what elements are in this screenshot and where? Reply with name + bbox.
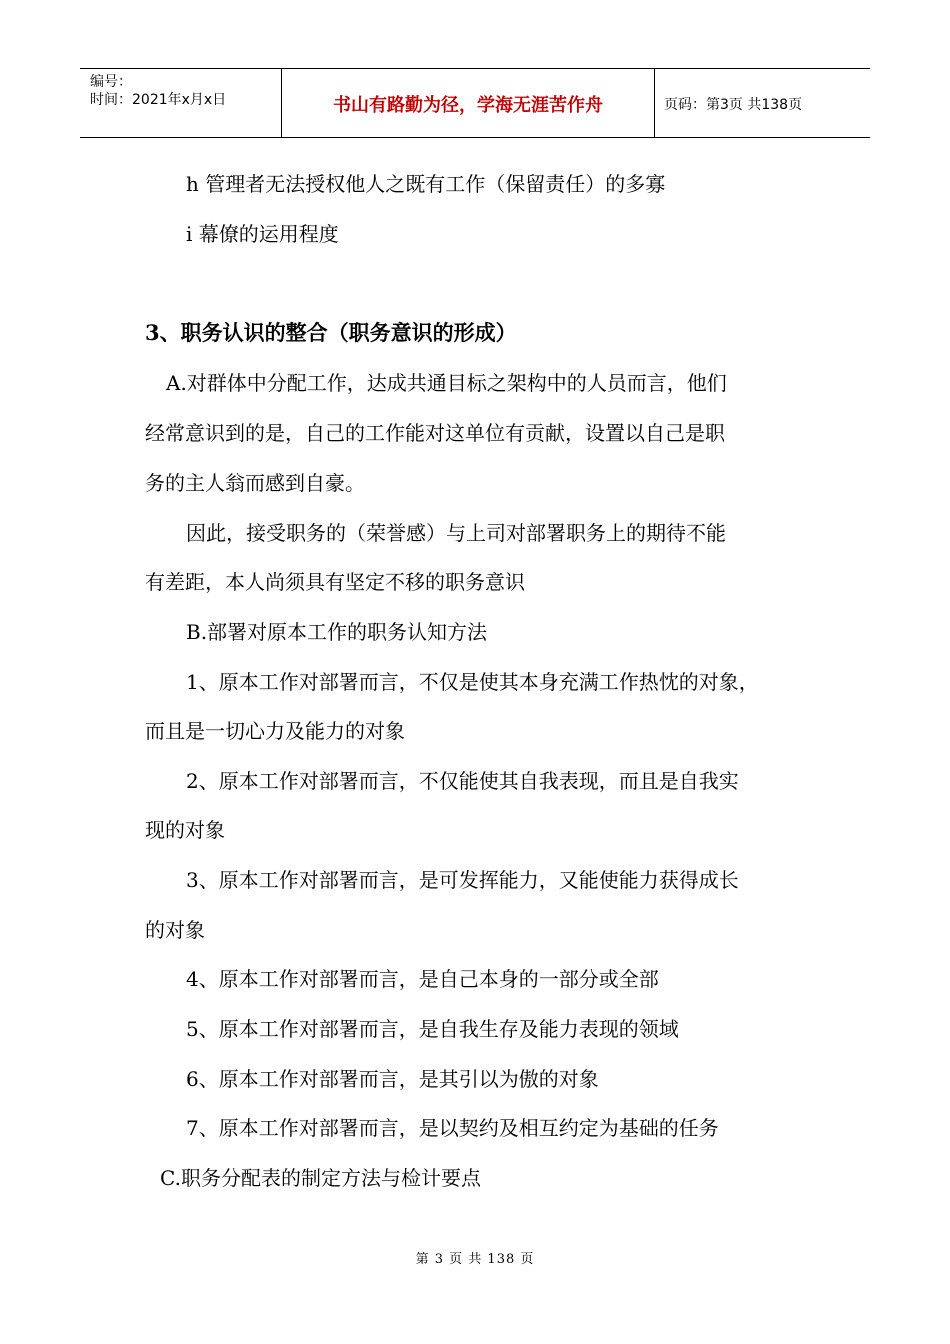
body-line: 经常意识到的是，自己的工作能对这单位有贡献，设置以自己是职 [145,421,725,445]
body-line: A.对群体中分配工作，达成共通目标之架构中的人员而言，他们 [166,371,727,395]
body-line: 2、原本工作对部署而言，不仅能使其自我表现，而且是自我实 [186,769,739,793]
header-table [80,68,870,138]
header-motto: 书山有路勤为径，学海无涯苦作舟 [333,95,603,116]
body-line: 1、原本工作对部署而言，不仅是使其本身充满工作热忱的对象， [186,670,759,694]
body-line: 而且是一切心力及能力的对象 [145,719,405,743]
body-line: h 管理者无法授权他人之既有工作（保留责任）的多寡 [186,172,666,196]
header-left-cell [90,73,226,109]
header-page-info: 页码：第3页 共138页 [664,97,803,113]
header-divider [654,69,655,137]
body-line: 务的主人翁而感到自豪。 [145,471,365,495]
body-line: 因此，接受职务的（荣誉感）与上司对部署职务上的期待不能 [186,521,726,545]
body-line: i 幕僚的运用程度 [186,222,339,246]
section-heading: 3、职务认识的整合（职务意识的形成） [145,320,517,345]
body-line: 3、原本工作对部署而言，是可发挥能力，又能使能力获得成长 [186,868,739,892]
body-line: B.部署对原本工作的职务认知方法 [186,620,488,644]
body-line: 4、原本工作对部署而言，是自己本身的一部分或全部 [186,967,659,991]
number-label: 编号： [90,74,132,90]
time-label: 时间：2021年x月x日 [90,92,227,108]
body-line: 的对象 [145,918,205,942]
body-line: 6、原本工作对部署而言，是其引以为傲的对象 [186,1067,599,1091]
body-line: 7、原本工作对部署而言，是以契约及相互约定为基础的任务 [186,1116,719,1140]
body-line: 5、原本工作对部署而言，是自我生存及能力表现的领域 [186,1017,679,1041]
body-line: C.职务分配表的制定方法与检计要点 [160,1166,481,1190]
body-line: 有差距，本人尚须具有坚定不移的职务意识 [145,570,525,594]
page-footer: 第 3 页 共 138 页 [415,1252,535,1267]
body-line: 现的对象 [145,818,225,842]
